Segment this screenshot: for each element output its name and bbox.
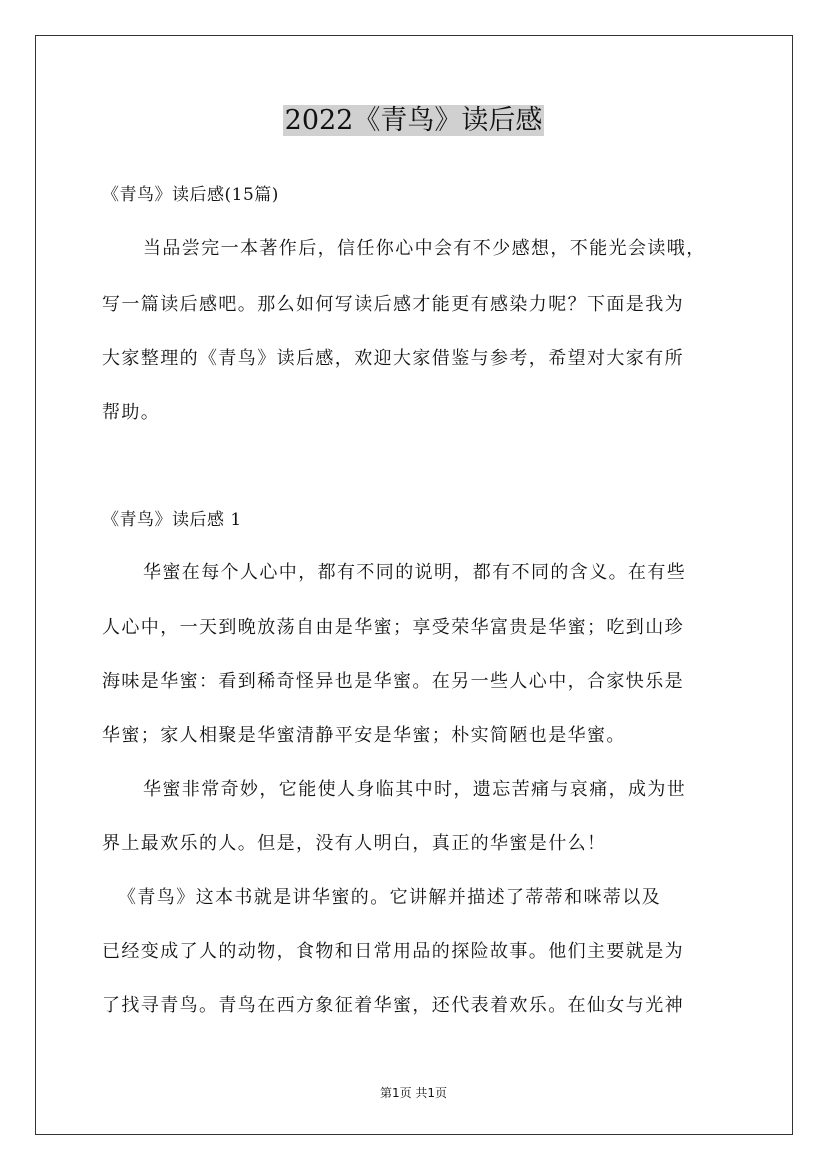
paragraph-line: 华蜜在每个人心中，都有不同的说明，都有不同的含义。在有些 — [143, 562, 687, 583]
paragraph-line: 了找寻青鸟。青鸟在西方象征着华蜜，还代表着欢乐。在仙女与光神 — [102, 995, 684, 1016]
document-title — [0, 100, 827, 142]
intro-line: 当品尝完一本著作后，信任你心中会有不少感想，不能光会读哦， — [143, 238, 706, 259]
paragraph-line: 华蜜非常奇妙，它能使人身临其中时，遗忘苦痛与哀痛，成为世 — [143, 779, 687, 800]
paragraph-line: 界上最欢乐的人。但是，没有人明白，真正的华蜜是什么！ — [102, 833, 607, 854]
document-subtitle: 《青鸟》读后感(15篇) — [102, 185, 279, 205]
section-heading: 《青鸟》读后感 1 — [102, 510, 242, 530]
paragraph-line: 华蜜；家人相聚是华蜜清静平安是华蜜；朴实简陋也是华蜜。 — [102, 725, 626, 746]
intro-line: 大家整理的《青鸟》读后感，欢迎大家借鉴与参考，希望对大家有所 — [102, 348, 684, 369]
intro-line: 写一篇读后感吧。那么如何写读后感才能更有感染力呢？下面是我为 — [102, 294, 684, 315]
paragraph-line: 人心中，一天到晚放荡自由是华蜜；享受荣华富贵是华蜜；吃到山珍 — [102, 617, 684, 638]
intro-line: 帮助。 — [102, 402, 161, 423]
paragraph-line: 已经变成了人的动物，食物和日常用品的探险故事。他们主要就是为 — [102, 941, 684, 962]
document-title-text: 2022《青鸟》读后感 — [284, 105, 543, 136]
page-number-footer: 第1页 共1页 — [379, 1086, 448, 1100]
paragraph-line: 海味是华蜜：看到稀奇怪异也是华蜜。在另一些人心中，合家快乐是 — [102, 671, 684, 692]
paragraph-line: 《青鸟》这本书就是讲华蜜的。它讲解并描述了蒂蒂和咪蒂以及 — [118, 887, 662, 908]
